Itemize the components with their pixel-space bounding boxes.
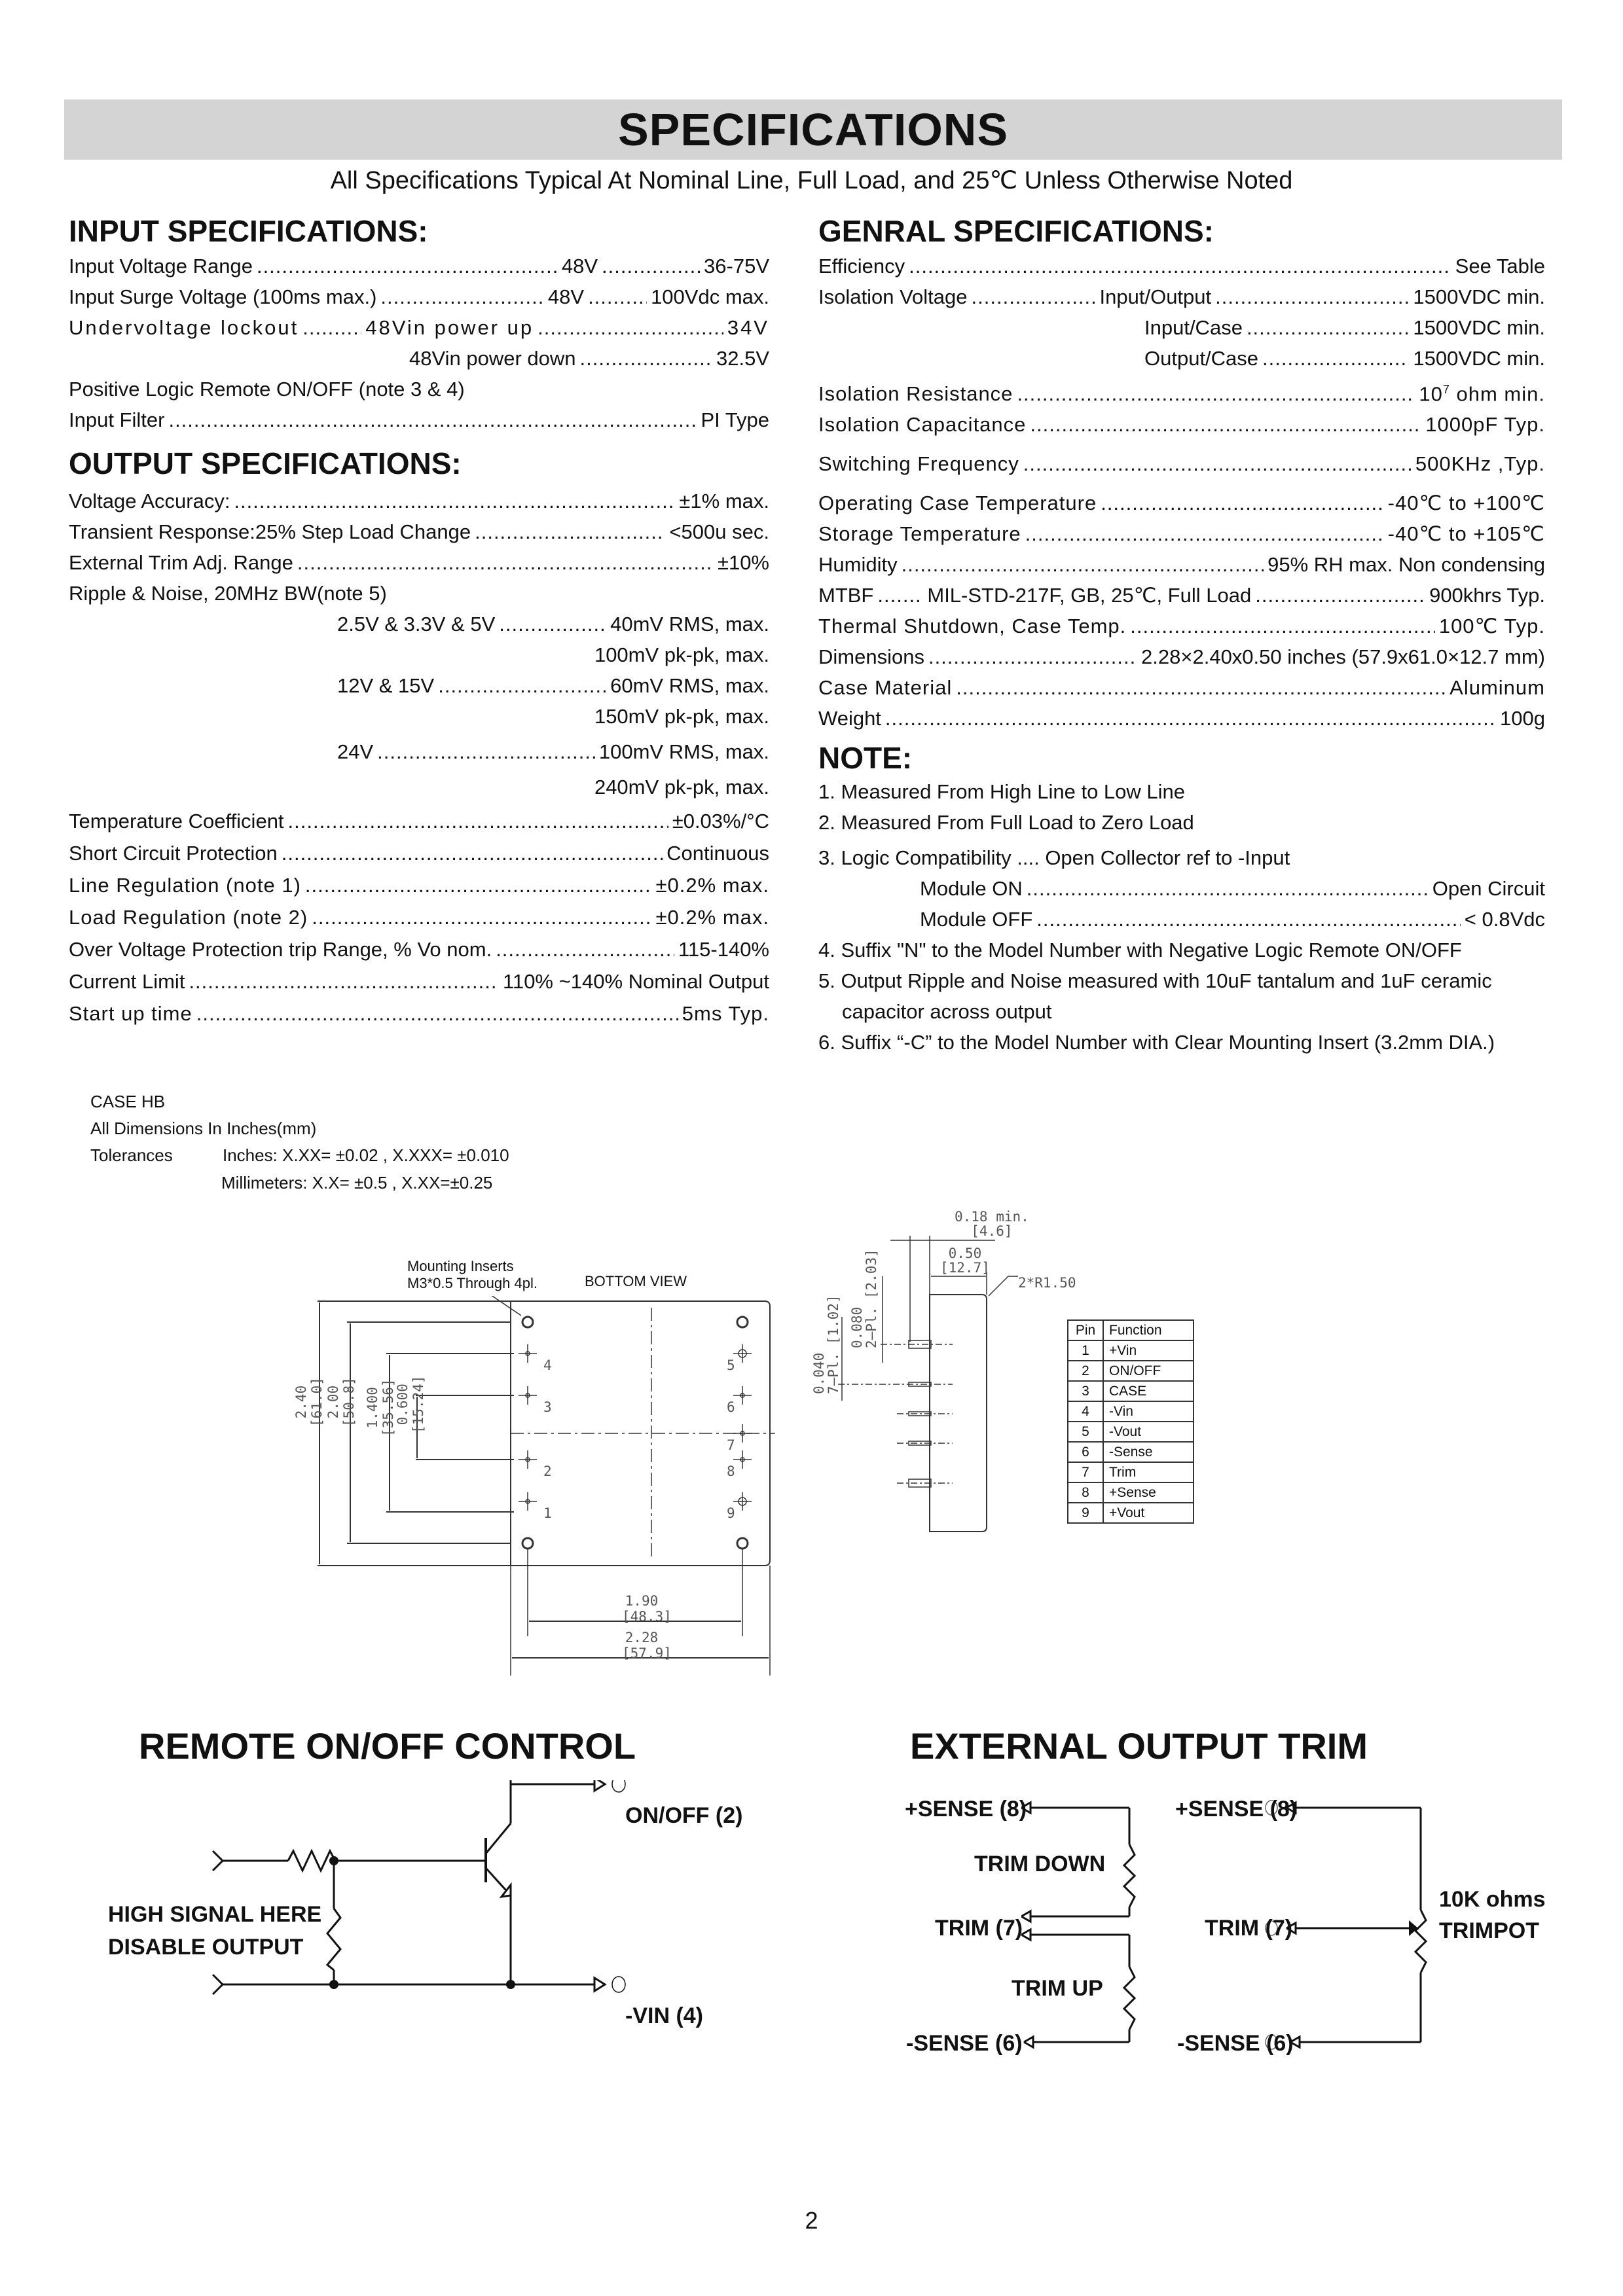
mounting-hole (522, 1538, 533, 1549)
pin-table-row (1068, 1422, 1194, 1442)
pin-number: 9 (1068, 1503, 1103, 1523)
spec-row-voltage-accuracy: Voltage Accuracy: ..... ±1% max. (69, 488, 769, 514)
trim-down-label: TRIM DOWN (974, 1852, 1106, 1876)
shunt-resistor-icon (327, 1909, 340, 1970)
tolerance-label: Tolerances (90, 1145, 173, 1165)
dim-height-mount: 2.00 [50.8] (325, 1377, 357, 1427)
note-3: 3. Logic Compatibility .... Open Collector ref to -Input (818, 846, 1290, 869)
junction-dot (329, 1856, 338, 1865)
spec-row-thermal-shutdown: Thermal Shutdown, Case Temp. ..... 100℃ Typ. (818, 613, 1545, 639)
pin-label-1: 1 (543, 1505, 552, 1521)
page-title: SPECIFICATIONS (617, 104, 1009, 155)
case-side-outline (930, 1295, 987, 1532)
pin-table-row (1068, 1361, 1194, 1381)
ripple-row: 24V ..... 100mV RMS, max. (69, 739, 769, 765)
page-subtitle: All Specifications Typical At Nominal Line, Full Load, and 25℃ Unless Otherwise Noted (330, 167, 1293, 194)
note-6: 6. Suffix “-C” to the Model Number with Clear Mounting Insert (3.2mm DIA.) (818, 1031, 1495, 1054)
pin-label-7: 7 (727, 1437, 735, 1453)
pin-number: 3 (1068, 1381, 1103, 1401)
ripple-row: 12V & 15V ..... 60mV RMS, max. (69, 673, 769, 699)
right-trim-label: TRIM (7) (1205, 1916, 1293, 1941)
junction-dot (329, 1980, 338, 1989)
pin-function: CASE (1103, 1381, 1194, 1401)
ripple-row: 2.5V & 3.3V & 5V ..... 40mV RMS, max. (69, 611, 769, 637)
note-3-module-on: Module ON ..... Open Circuit (818, 876, 1545, 902)
tolerance-mm: Millimeters: X.X= ±0.5 , X.XX=±0.25 (221, 1173, 493, 1193)
pin-label-4: 4 (543, 1357, 552, 1373)
note-1: 1. Measured From High Line to Low Line (818, 780, 1186, 803)
spec-row-uvlo-down: 48Vin power down ..... 32.5V (69, 346, 769, 372)
dim-width-total: 2.28 [57.9] (622, 1630, 672, 1661)
general-specs-heading: GENRAL SPECIFICATIONS: (818, 214, 1214, 248)
pin-label-6: 6 (727, 1399, 735, 1415)
output-specifications (69, 445, 769, 1027)
input-terminal-icon (213, 1975, 223, 1994)
spec-row-input-surge-voltage: Input Surge Voltage (100ms max.) ..... 48V ..... 100Vdc max. (69, 284, 769, 310)
spec-row-isolation-voltage: Isolation Voltage ..... Input/Output ..... 1500VDC min. (818, 284, 1545, 310)
output-specs-heading: OUTPUT SPECIFICATIONS: (69, 446, 462, 480)
left-sense-minus-label: -SENSE (6) (906, 2031, 1023, 2056)
spec-row-storage-temperature: Storage Temperature ..... -40℃ to +105℃ (818, 521, 1545, 547)
spec-row-trim-range: External Trim Adj. Range ..... ±10% (69, 550, 769, 576)
pin-function: -Vout (1103, 1422, 1194, 1442)
trim-up-label: TRIM UP (1012, 1976, 1103, 2001)
note-4: 4. Suffix "N" to the Model Number with Negative Logic Remote ON/OFF (818, 939, 1462, 961)
pin-label-8: 8 (727, 1463, 735, 1479)
spec-row-startup-time: Start up time ..... 5ms Typ. (69, 1001, 769, 1027)
pin-function: -Sense (1103, 1442, 1194, 1462)
bottom-view-label: BOTTOM VIEW (585, 1273, 687, 1289)
mounting-hole (522, 1317, 533, 1327)
pin-number: 6 (1068, 1442, 1103, 1462)
case-units: All Dimensions In Inches(mm) (90, 1119, 317, 1138)
pin-label-3: 3 (543, 1399, 552, 1415)
pin-table-row (1068, 1401, 1194, 1422)
mounting-inserts-spec: M3*0.5 Through 4pl. (407, 1275, 538, 1291)
onoff-terminal-icon (612, 1780, 625, 1792)
input-specs-heading: INPUT SPECIFICATIONS: (69, 214, 428, 248)
left-sense-plus-label: +SENSE (8) (905, 1797, 1027, 1821)
pin-number: 2 (1068, 1361, 1103, 1381)
vin-terminal-icon (612, 1977, 625, 1992)
pin-number: 8 (1068, 1482, 1103, 1503)
mounting-inserts-label: Mounting Inserts (407, 1258, 514, 1274)
wiper-arrow-icon (1409, 1920, 1418, 1936)
spec-row-mtbf: MTBF ..... MIL-STD-217F, GB, 25℃, Full Load ..... 900khrs Typ. (818, 583, 1545, 609)
output-arrow-icon (594, 1978, 605, 1991)
mounting-hole (737, 1317, 748, 1327)
dim-large-pin-dia: 0.080 2—Pl. [2.03] (849, 1249, 879, 1348)
junction-dot (506, 1980, 515, 1989)
spec-row-isolation-capacitance: Isolation Capacitance ..... 1000pF Typ. (818, 412, 1545, 438)
spec-row-isolation-input-case: Input/Case ..... 1500VDC min. (818, 315, 1545, 341)
spec-row-isolation-output-case: Output/Case ..... 1500VDC min. (818, 346, 1545, 372)
spec-row-uvlo-up: Undervoltage lockout ..... 48Vin power up ..... 34V (69, 315, 769, 341)
notes-heading: NOTE: (818, 741, 913, 775)
pin-label-5: 5 (727, 1357, 735, 1373)
input-terminal-icon (213, 1851, 223, 1871)
dim-small-pin-dia: 0.040 7—Pl. [1.02] (811, 1295, 841, 1394)
disable-output-label: DISABLE OUTPUT (108, 1935, 304, 1960)
spec-row-weight: Weight ..... 100g (818, 706, 1545, 732)
spec-row-operating-temperature: Operating Case Temperature ..... -40℃ to +100℃ (818, 490, 1545, 516)
spec-row-current-limit: Current Limit ..... 110% ~140% Nominal Output (69, 969, 769, 995)
spec-row-dimensions: Dimensions ..... 2.28×2.40x0.50 inches (57.9x61.0×12.7 mm) (818, 644, 1545, 670)
ripple-row-pkpk: 240mV pk-pk, max. (594, 776, 769, 798)
notes-section (818, 740, 1545, 1056)
note-3-module-off: Module OFF ..... < 0.8Vdc (818, 906, 1545, 933)
dim-corner-radius: 2*R1.50 (1018, 1275, 1076, 1291)
case-name: CASE HB (90, 1092, 166, 1111)
pin-number: 1 (1068, 1340, 1103, 1361)
spec-row-temperature-coefficient: Temperature Coefficient ..... ±0.03%/°C (69, 808, 769, 834)
spec-row-load-regulation: Load Regulation (note 2) ..... ±0.2% max. (69, 905, 769, 931)
pin-function: +Sense (1103, 1482, 1194, 1503)
pin-function: +Vout (1103, 1503, 1194, 1523)
spec-row-ovp: Over Voltage Protection trip Range, % Vo nom. ..... 115-140% (69, 937, 769, 963)
pin-table-row (1068, 1381, 1194, 1401)
input-specifications (69, 213, 769, 433)
dim-height-total: 2.40 [61.0] (293, 1377, 325, 1427)
spec-row-humidity: Humidity ..... 95% RH max. Non condensing (818, 552, 1545, 578)
output-arrow-icon (594, 1780, 605, 1791)
spec-row-remote-logic: Positive Logic Remote ON/OFF (note 3 & 4) (69, 378, 465, 401)
pin-function: Trim (1103, 1462, 1194, 1482)
pin-table-row (1068, 1462, 1194, 1482)
bottom-view-drawing (288, 1296, 799, 1689)
series-resistor-icon (288, 1851, 335, 1871)
onoff-pin-label: ON/OFF (2) (625, 1803, 743, 1828)
dim-pin-length: 0.18 min. [4.6] (955, 1209, 1029, 1239)
note-5-continued: capacitor across output (842, 1000, 1052, 1023)
high-signal-label: HIGH SIGNAL HERE (108, 1902, 322, 1927)
trim-down-resistor-icon (1124, 1844, 1135, 1907)
spec-row-efficiency: Efficiency ..... See Table (818, 253, 1545, 279)
mounting-hole (737, 1538, 748, 1549)
pin-label-9: 9 (727, 1505, 735, 1521)
spec-row-input-voltage-range: Input Voltage Range ..... 48V ..... 36-75V (69, 253, 769, 279)
spec-row-input-filter: Input Filter ..... PI Type (69, 407, 769, 433)
pin-label-2: 2 (543, 1463, 552, 1479)
note-2: 2. Measured From Full Load to Zero Load (818, 811, 1194, 834)
remote-control-title: REMOTE ON/OFF CONTROL (139, 1725, 636, 1767)
tolerance-inches: Inches: X.XX= ±0.02 , X.XXX= ±0.010 (223, 1145, 509, 1165)
right-sense-plus-label: +SENSE (8) (1175, 1797, 1298, 1821)
dim-case-thickness: 0.50 [12.7] (940, 1246, 990, 1276)
right-sense-minus-label: -SENSE (6) (1177, 2031, 1294, 2056)
left-trim-label: TRIM (7) (935, 1916, 1023, 1941)
dim-pin-span-1-4: 1.400 [35.56] (365, 1378, 396, 1437)
trimpot-value-label: 10K ohms (1439, 1887, 1546, 1912)
pin-table-header: Pin Function (1068, 1320, 1194, 1340)
ripple-heading: Ripple & Noise, 20MHz BW(note 5) (69, 582, 387, 605)
pin-number: 7 (1068, 1462, 1103, 1482)
pin-table-row (1068, 1482, 1194, 1503)
trim-up-resistor-icon (1124, 1967, 1135, 2030)
spec-row-line-regulation: Line Regulation (note 1) ..... ±0.2% max. (69, 872, 769, 899)
pin-function-table (1067, 1319, 1194, 1524)
pin-number: 5 (1068, 1422, 1103, 1442)
trimpot-icon (1415, 1910, 1426, 1973)
pin-table-row (1068, 1442, 1194, 1462)
output-trim-title: EXTERNAL OUTPUT TRIM (910, 1725, 1368, 1767)
spec-row-case-material: Case Material ..... Aluminum (818, 675, 1545, 701)
spec-row-isolation-resistance: Isolation Resistance ..... $10^7$ ohm min. (818, 376, 1545, 407)
ripple-row-pkpk: 100mV pk-pk, max. (594, 643, 769, 666)
pin-number: 4 (1068, 1401, 1103, 1422)
spec-row-transient-response: Transient Response:25% Step Load Change ..... <500u sec. (69, 519, 769, 545)
spec-row-short-circuit: Short Circuit Protection ..... Continuous (69, 840, 769, 867)
general-specifications (818, 213, 1545, 732)
vin-pin-label: -VIN (4) (625, 2003, 703, 2028)
page-number: 2 (805, 2207, 818, 2234)
trimpot-type-label: TRIMPOT (1439, 1918, 1539, 1943)
dim-pin-span-2-3: 0.600 [15.24] (395, 1375, 426, 1433)
pin-table-row (1068, 1340, 1194, 1361)
dim-width-pins: 1.90 [48.3] (622, 1593, 672, 1624)
pin-function: ON/OFF (1103, 1361, 1194, 1381)
note-5: 5. Output Ripple and Noise measured with 10uF tantalum and 1uF ceramic (818, 969, 1492, 992)
pin-function: +Vin (1103, 1340, 1194, 1361)
pin-function: -Vin (1103, 1401, 1194, 1422)
spec-row-switching-frequency: Switching Frequency ..... 500KHz ,Typ. (818, 451, 1545, 477)
pin-table-row (1068, 1503, 1194, 1523)
ripple-row-pkpk: 150mV pk-pk, max. (594, 705, 769, 728)
